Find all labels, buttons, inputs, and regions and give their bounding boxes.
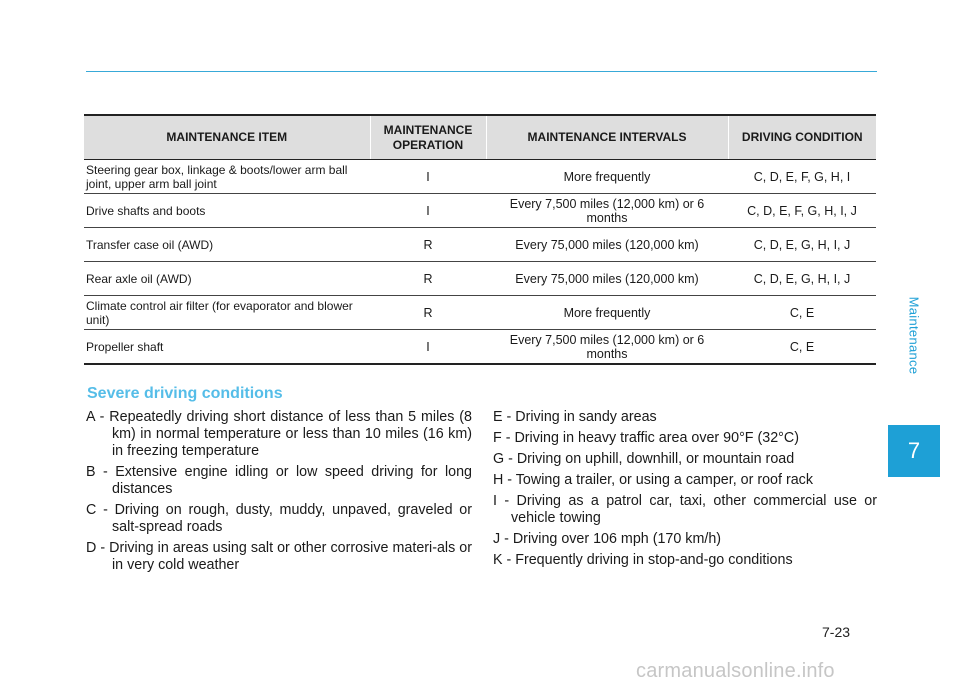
chapter-number: 7	[907, 438, 921, 463]
cell-operation: R	[370, 296, 486, 330]
severe-conditions-heading: Severe driving conditions	[87, 385, 283, 402]
cell-operation: R	[370, 228, 486, 262]
cell-interval: More frequently	[486, 160, 728, 194]
condition-d: D - Driving in areas using salt or other corrosive materi-als or in very cold weather	[86, 540, 472, 573]
header-driving-condition: DRIVING CONDITION	[728, 115, 876, 160]
condition-i: I - Driving as a patrol car, taxi, other commercial use or vehicle towing	[493, 493, 877, 526]
table-row	[84, 296, 876, 330]
cell-operation: I	[370, 330, 486, 365]
table-row	[84, 160, 876, 194]
header-maintenance-intervals: MAINTENANCE INTERVALS	[486, 115, 728, 160]
cell-item: Steering gear box, linkage & boots/lower arm ball joint, upper arm ball joint	[84, 160, 370, 194]
watermark: carmanualsonline.info	[636, 660, 835, 682]
cell-condition: C, D, E, F, G, H, I	[728, 160, 876, 194]
maintenance-table	[84, 114, 876, 365]
table-header-row	[84, 115, 876, 160]
condition-a: A - Repeatedly driving short distance of less than 5 miles (8 km) in normal temperature or less than 10 miles (16 km) in freezing temperature	[86, 409, 472, 459]
conditions-left-column	[86, 409, 472, 578]
table-row	[84, 194, 876, 228]
cell-operation: I	[370, 194, 486, 228]
cell-interval: More frequently	[486, 296, 728, 330]
header-maintenance-operation: MAINTENANCE OPERATION	[370, 115, 486, 160]
condition-b: B - Extensive engine idling or low speed driving for long distances	[86, 464, 472, 497]
cell-condition: C, E	[728, 330, 876, 365]
cell-operation: R	[370, 262, 486, 296]
condition-f: F - Driving in heavy traffic area over 90°F (32°C)	[493, 430, 799, 446]
cell-interval: Every 7,500 miles (12,000 km) or 6 months	[486, 194, 728, 228]
cell-item: Climate control air filter (for evaporator and blower unit)	[84, 296, 370, 330]
condition-h: H - Towing a trailer, or using a camper, or roof rack	[493, 472, 813, 488]
table-row	[84, 330, 876, 365]
cell-condition: C, D, E, G, H, I, J	[728, 228, 876, 262]
condition-c: C - Driving on rough, dusty, muddy, unpaved, graveled or salt-spread roads	[86, 502, 472, 535]
cell-item: Rear axle oil (AWD)	[84, 262, 370, 296]
cell-item: Drive shafts and boots	[84, 194, 370, 228]
table-row	[84, 262, 876, 296]
cell-item: Transfer case oil (AWD)	[84, 228, 370, 262]
table-row	[84, 228, 876, 262]
section-side-label	[888, 250, 940, 420]
conditions-right-column	[493, 409, 877, 573]
condition-e: E - Driving in sandy areas	[493, 409, 657, 425]
chapter-tab	[888, 425, 940, 477]
cell-interval: Every 75,000 miles (120,000 km)	[486, 228, 728, 262]
condition-j: J - Driving over 106 mph (170 km/h)	[493, 531, 722, 547]
cell-condition: C, D, E, F, G, H, I, J	[728, 194, 876, 228]
header-maintenance-item: MAINTENANCE ITEM	[84, 115, 370, 160]
cell-interval: Every 75,000 miles (120,000 km)	[486, 262, 728, 296]
top-rule	[86, 71, 877, 72]
condition-g: G - Driving on uphill, downhill, or mountain road	[493, 451, 795, 467]
cell-condition: C, E	[728, 296, 876, 330]
cell-item: Propeller shaft	[84, 330, 370, 365]
cell-interval: Every 7,500 miles (12,000 km) or 6 months	[486, 330, 728, 365]
section-label-text: Maintenance	[906, 296, 922, 374]
condition-k: K - Frequently driving in stop-and-go conditions	[493, 552, 793, 568]
cell-condition: C, D, E, G, H, I, J	[728, 262, 876, 296]
page-number: 7-23	[822, 624, 851, 640]
cell-operation: I	[370, 160, 486, 194]
